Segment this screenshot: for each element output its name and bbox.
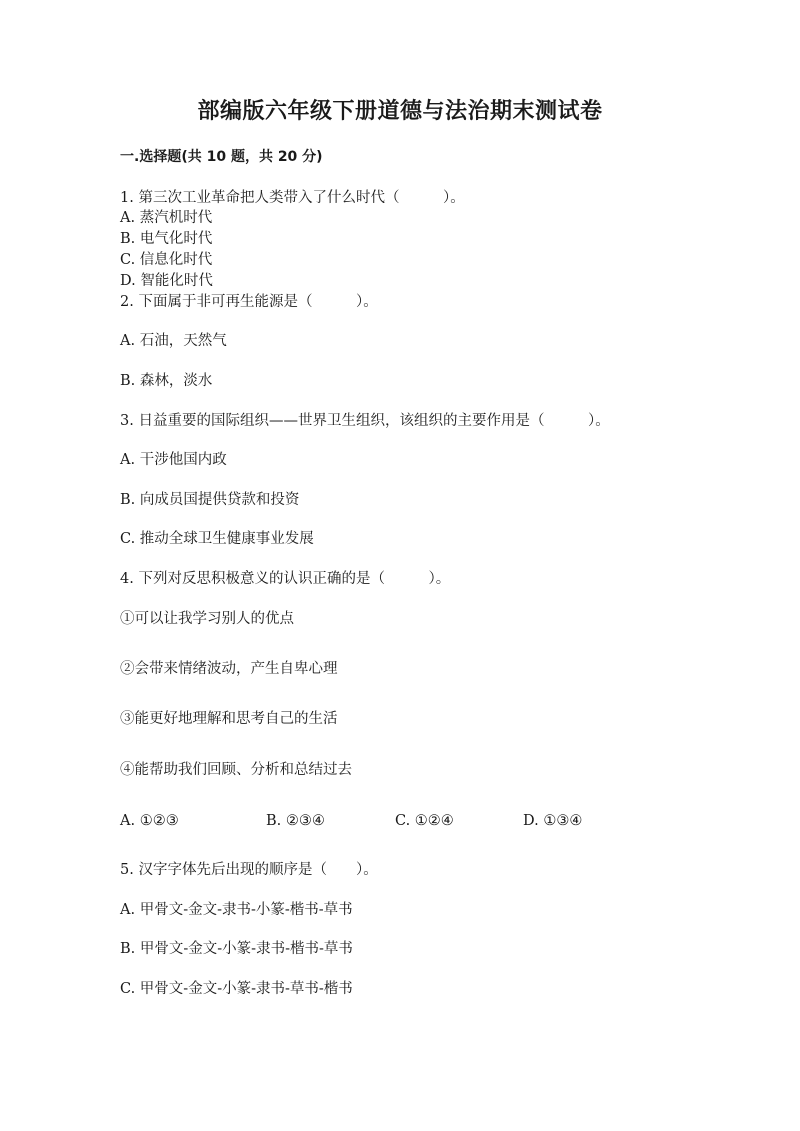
question-2-stem: 2. 下面属于非可再生能源是（ ）。	[120, 294, 378, 310]
question-5-stem: 5. 汉字字体先后出现的顺序是（ ）。	[120, 862, 378, 878]
question-4-item-3: ③能更好地理解和思考自己的生活	[120, 711, 338, 727]
question-4-item-1: ①可以让我学习别人的优点	[120, 611, 294, 627]
page-title: 部编版六年级下册道德与法治期末测试卷	[197, 99, 603, 124]
question-3-stem: 3. 日益重要的国际组织——世界卫生组织，该组织的主要作用是（ ）。	[120, 413, 610, 429]
question-1-stem: 1. 第三次工业革命把人类带入了什么时代（ ）。	[120, 190, 465, 206]
question-5-option-a: A. 甲骨文-金文-隶书-小篆-楷书-草书	[120, 902, 353, 918]
section-heading: 一.选择题(共 10 题，共 20 分)	[120, 149, 323, 165]
question-4-option-c: C. ①②④	[395, 813, 454, 829]
question-5-option-b: B. 甲骨文-金文-小篆-隶书-楷书-草书	[120, 941, 353, 957]
question-4-options	[120, 810, 680, 832]
question-3-option-a: A. 干涉他国内政	[120, 452, 227, 468]
question-4-option-a: A. ①②③	[120, 813, 179, 829]
question-1-option-a: A. 蒸汽机时代	[120, 210, 213, 226]
question-2-option-a: A. 石油，天然气	[120, 333, 227, 349]
question-4-item-4: ④能帮助我们回顾、分析和总结过去	[120, 762, 352, 778]
question-4-option-b: B. ②③④	[266, 813, 325, 829]
question-4-option-d: D. ①③④	[523, 813, 583, 829]
question-1-option-b: B. 电气化时代	[120, 231, 213, 247]
question-5-option-c: C. 甲骨文-金文-小篆-隶书-草书-楷书	[120, 981, 353, 997]
question-3-option-b: B. 向成员国提供贷款和投资	[120, 492, 300, 508]
question-4-item-2: ②会带来情绪波动，产生自卑心理	[120, 661, 338, 677]
question-1-option-d: D. 智能化时代	[120, 273, 213, 289]
question-2-option-b: B. 森林，淡水	[120, 373, 213, 389]
question-4-stem: 4. 下列对反思积极意义的认识正确的是（ ）。	[120, 571, 451, 587]
question-3-option-c: C. 推动全球卫生健康事业发展	[120, 531, 314, 547]
question-1-option-c: C. 信息化时代	[120, 252, 213, 268]
